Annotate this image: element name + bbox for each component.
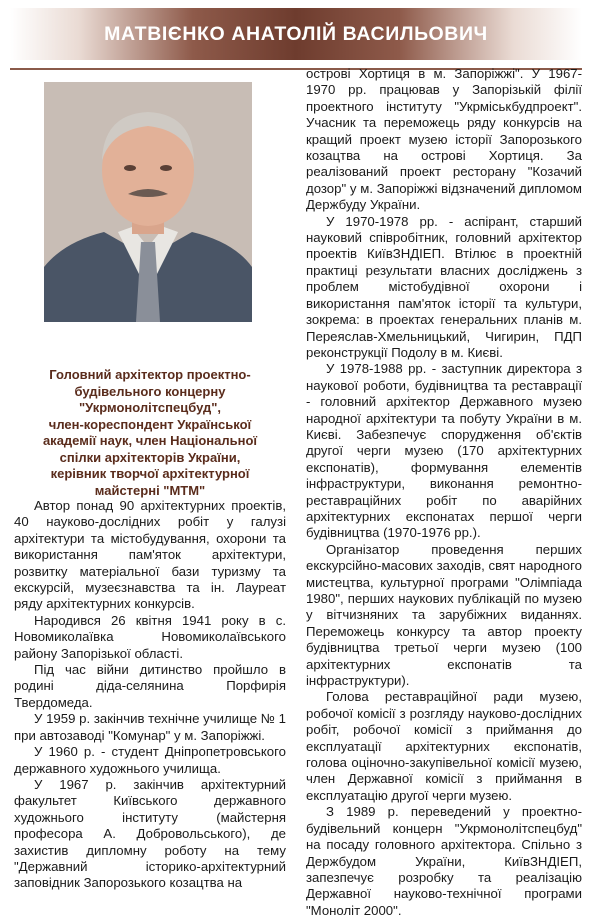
caption-line: майстерні "МТМ"	[94, 482, 206, 498]
portrait-caption	[14, 367, 286, 499]
left-text-column	[14, 498, 286, 892]
portrait-illustration	[44, 82, 252, 322]
body-paragraph: У 1970-1978 рр. - аспірант, старший науковий співробітник, головний архітектор проектів КиївЗНДІЕП. Втілює в проектній практиці результати власних досліджень з проблем містобудівної охорони і використання пам'яток історії та культури, зокрема: в проектах генеральних планів м. Переяслав-Хмельницький, Чигирин, ПДП реконструкції Подолу в м. Києві.	[306, 213, 582, 360]
body-paragraph-continued: острові Хортиця в м. Запоріжжі". У 1967-1970 рр. працював у Запорізькій філії проектного інституту "Укрміськбудпроект". Учасник та переможець ряду конкурсів на кращий проект музею історії Запорозького козацтва на острові Хортиця. За реалізований проект ресторану "Козачий дозор" у м. Запоріжжі відзначений дипломом Держбуду України.	[306, 66, 582, 213]
body-paragraph: Автор понад 90 архітектурних проектів, 40 науково-дослідних робіт у галузі архітектури та містобудування, охорони та використання пам'яток архітектури, розвитку матеріальної бази туризму та екскурсій, музеєзнавства та ін. Лауреат ряду архітектурних конкурсів.	[14, 498, 286, 612]
body-paragraph: З 1989 р. переведений у проектно-будівельний концерн "Укрмонолітспецбуд" на посаду головного архітектора. Спільно з Держбудом України, КиївЗНДІЕП, запезпечує розробку та реалізацію Державної науково-технічної програми "Моноліт 2000".	[306, 804, 582, 918]
body-paragraph: Організатор проведення перших екскурсійно-масових заходів, свят народного мистецтва, культурної програми "Олімпіада 1980", перших наукових публікацій по музею у вітчизняних та зарубіжних виданнях. Переможець конкурсу та автор проекту будівництва третьої черги музею (100 архітектурних експонатів та інфраструктури).	[306, 541, 582, 689]
right-text-column	[306, 66, 582, 919]
caption-line: керівник творчої архітектурної	[50, 466, 250, 481]
page-title: МАТВІЄНКО АНАТОЛІЙ ВАСИЛЬОВИЧ	[104, 23, 488, 45]
body-paragraph: У 1967 р. закінчив архітектурний факультет Київського державного художнього інституту (майстерня професора А. Добровольського), де захистив дипломну роботу на тему "Державний історико-архітектурний заповідник Запорозького козацтва на	[14, 776, 286, 891]
caption-line: член-кореспондент Української	[48, 416, 252, 432]
body-paragraph: Голова реставраційної ради музею, робочої комісії з розгляду науково-дослідних робіт, робочої комісії з приймання до експлуатації архітектурних експонатів, голова оціночно-закупівельної комісії музею, член Державної комісії з приймання в експлуатацію другої черги музею.	[306, 689, 582, 803]
body-paragraph: У 1959 р. закінчив технічне училище № 1 при автозаводі "Комунар" у м. Запоріжжі.	[14, 711, 286, 743]
body-paragraph: Під час війни дитинство пройшло в родині діда-селянина Порфирія Твердомеда.	[14, 662, 286, 710]
caption-line: Головний архітектор проектно-	[49, 367, 251, 382]
body-paragraph: У 1960 р. - студент Дніпропетровського державного художнього училища.	[14, 744, 286, 776]
caption-line: спілки архітекторів України,	[59, 449, 241, 465]
caption-line: будівельного концерну	[74, 383, 226, 399]
body-paragraph: У 1978-1988 рр. - заступник директора з наукової роботи, будівництва та реставрації - головний архітектор Державного музею народної архітектури та побуту України в м. Києві. Забезпечує спорудження об'єктів другої черги музею (170 архітектурних експонатів), формування елементів інфраструктури, виконання ремонтно-реставраційних робіт по аварійних архітектурних експонатах першої черги будівництва (1970-1976 рр.).	[306, 361, 582, 541]
caption-line: академії наук, член Національної	[42, 433, 258, 448]
caption-line: "Укрмонолітспецбуд",	[78, 400, 222, 415]
header-banner	[10, 8, 582, 60]
portrait-photo	[44, 82, 252, 322]
body-paragraph: Народився 26 квітня 1941 року в с. Новомиколаївка Новомиколаївського району Запорізької області.	[14, 612, 286, 661]
